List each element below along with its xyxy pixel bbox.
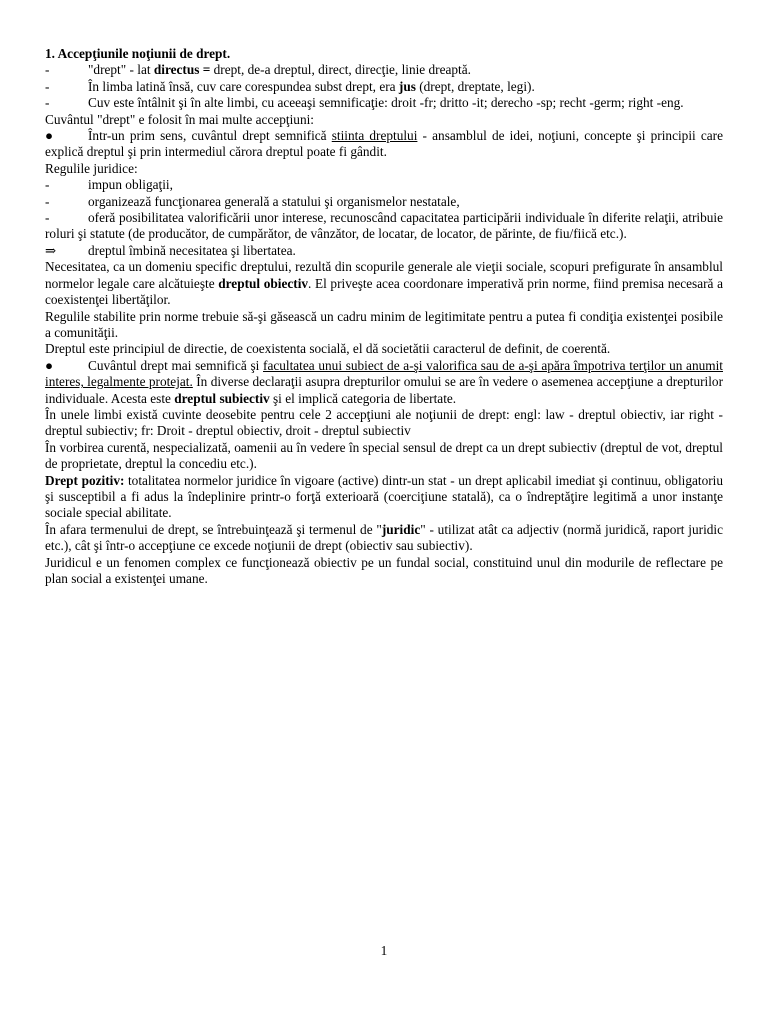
dash-marker: - [45,193,50,209]
paragraph: Cuvântul "drept" e folosit în mai multe accepţiuni: [45,111,314,127]
text-run: - ansamblul de idei, noţiuni, concepte şi principii care explică dreptul şi prin intermediul cărora dreptul poate fi gândit. [45,128,724,160]
bold-term: juridic [381,521,421,537]
list-item-text: oferă posibilitatea valorificării unor interese, recunoscând capacitatea participării individuale în diferite relaţii, atribuie roluri şi statute (de producător, de cumpărător, de vânzător, de locatar, de locator, de părinte, de fiu/fiică etc.). [45,210,723,242]
list-item [45,95,723,111]
bold-term: dreptul obiectiv [218,275,309,291]
bullet-paragraph [45,128,723,161]
bullet-marker: ● [45,128,54,144]
heading-text: 1. Accepţiunile noţiunii de drept. [45,46,231,61]
dash-marker: - [45,210,50,226]
text-run: totalitatea normelor juridice în vigoare (active) dintr-un stat - un drept aplicabil imediat şi continuu, obligatoriu şi susceptibil a fi adus la îndeplinire printr-o forţă exterioară (coerciţiune statală), ca o îndreptăţire legitimă a unor instanţe sociale special abilitate. [45,472,723,521]
list-item [45,62,723,78]
text-run: Necesitatea, ca un domeniu specific dreptului, rezultă din scopurile generale ale vieţii sociale, scopuri prefigurate în ansamblul normelor legale care alcătuieşte [45,259,723,291]
text-run: " - utilizat atât ca adjectiv (normă juridică, raport juridic etc.), cât şi într-o accepţiune ce excede noţiunii de drept (obiectiv sau subiectiv). [45,521,724,554]
list-item-text: Cuv este întâlnit şi în alte limbi, cu aceeaşi semnificaţie: droit -fr; dritto -it; derecho -sp; recht -germ; right -eng. [88,95,684,111]
paragraph [45,522,723,555]
bold-term: dreptul subiectiv [174,390,270,406]
text-run: şi el implică categoria de libertate. [269,390,457,406]
arrow-icon: ⇒ [45,242,57,258]
list-item-text: organizează funcţionarea generală a statului şi organismelor nestatale, [88,193,460,209]
underlined-term: stiinta dreptului [331,128,418,144]
text-run: În limba latină însă, cuv care corespundea subst drept, era [88,78,399,94]
paragraph: Juridicul e un fenomen complex ce funcţionează obiectiv pe un fundal social, constituind unul din modurile de reflectare pe plan social a existenţei umane. [45,554,723,586]
text-run: Cuvântul drept mai semnifică şi [88,357,264,373]
paragraph [45,259,723,308]
page-number: 1 [380,943,388,958]
text-run: În diverse declaraţii asupra drepturilor omului se are în vedere o asemenea accepţiune a drepturilor individuale. Acesta este [45,374,723,406]
bold-term: directus = [153,62,214,78]
paragraph: În vorbirea curentă, nespecializată, oamenii au în vedere în special sensul de drept ca un drept subiectiv (dreptul de vot, dreptul de proprietate, dreptul la concediu etc.). [45,439,723,472]
text-run: Într-un prim sens, cuvântul drept semnifică [88,128,332,144]
underlined-term: facultatea unui subiect de a-şi valorifica sau de a-şi apăra împotriva terţilor un anumit interes, legalmente protejat. [45,357,723,390]
list-item-text [88,62,723,78]
list-item [45,79,723,95]
paragraph: În unele limbi există cuvinte deosebite pentru cele 2 accepţiuni ale noţiunii de drept: engl: law - dreptul obiectiv, iar right - dreptul subiectiv; fr: Droit - dreptul obiectiv, droit - dreptul subiectiv [45,406,723,439]
text-run: "drept" - lat [88,62,154,78]
list-item [45,210,723,243]
bold-term: Drept pozitiv: [45,472,125,488]
dash-marker: - [45,78,50,94]
text-run: drept, de-a dreptul, direct, direcţie, linie dreaptă. [213,62,471,78]
list-item-text: impun obligaţii, [88,177,173,193]
text-run: În afara termenului de drept, se întrebuinţează şi termenul de " [45,521,382,537]
bold-term: jus [398,78,416,94]
list-item-text [88,79,723,95]
dash-marker: - [45,95,50,111]
bullet-paragraph [45,358,723,407]
list-item [45,243,723,259]
section-heading [45,46,723,62]
document-body [45,46,723,587]
dash-marker: - [45,177,50,193]
list-item [45,194,723,210]
paragraph: Regulile juridice: [45,160,138,176]
list-item-text: dreptul îmbină necesitatea şi libertatea. [88,242,296,258]
text-run: . El priveşte acea coordonare imperativă prin norme, fiind premisa necesară a coexistenţei libertăţilor. [45,275,723,308]
list-item [45,177,723,193]
paragraph: Regulile stabilite prin norme trebuie să-şi găsească un cadru minim de legitimitate pentru a putea fi condiţia existenţei posibile a comunităţii. [45,308,723,340]
bullet-marker: ● [45,357,54,373]
text-run: (drept, dreptate, legi). [415,78,535,94]
paragraph: Dreptul este principiul de directie, de coexistenta socială, el dă societătii caracterul de definit, de coerentă. [45,341,611,357]
dash-marker: - [45,62,50,78]
paragraph [45,473,723,522]
